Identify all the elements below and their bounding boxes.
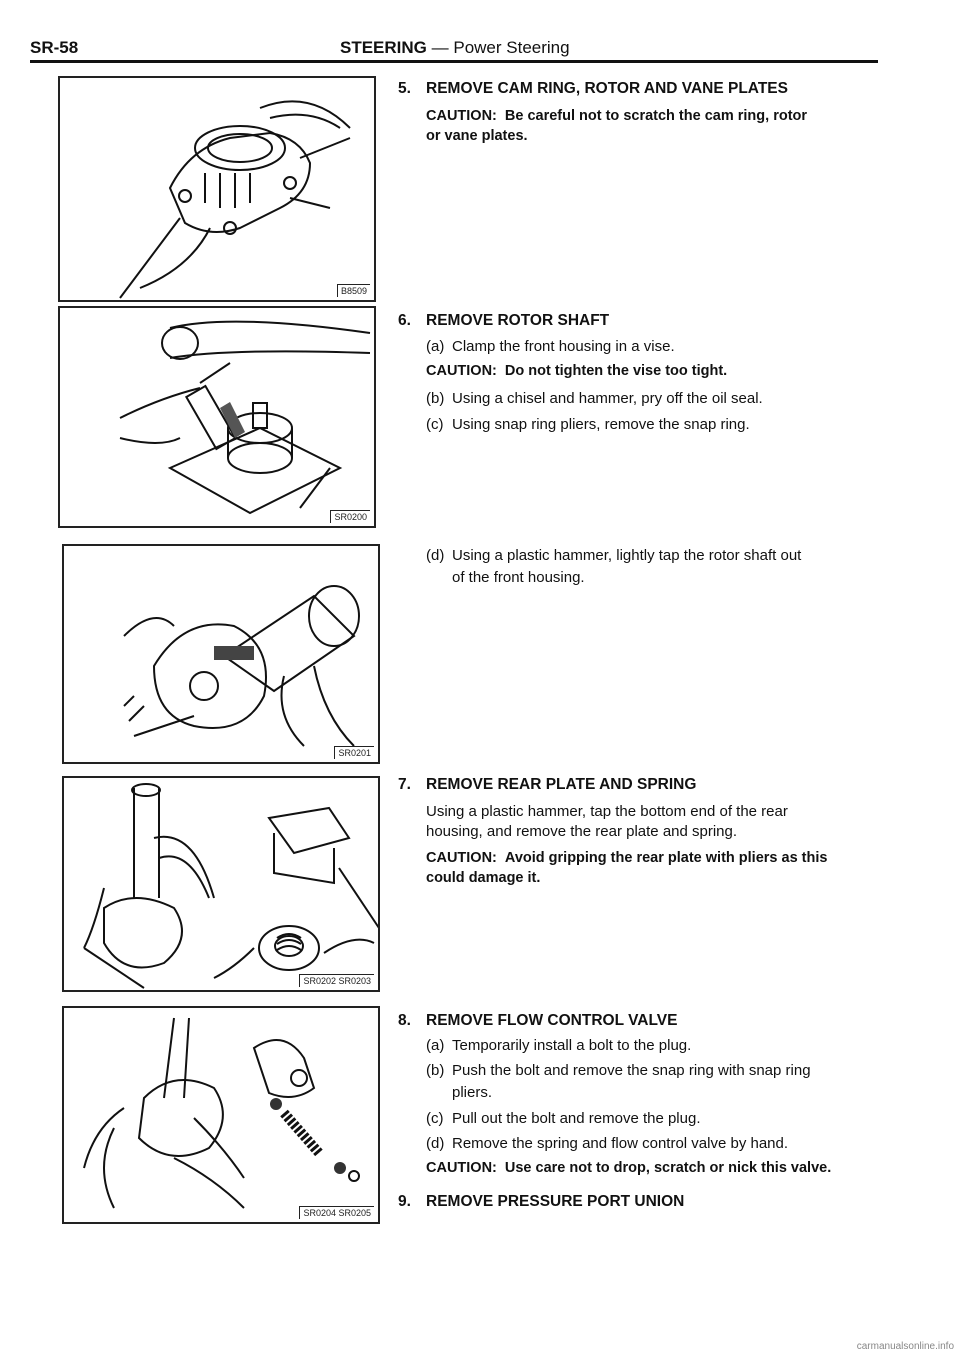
step-title: REMOVE FLOW CONTROL VALVE (426, 1012, 678, 1029)
sub-label: (d) (426, 1135, 445, 1152)
figure-flow-control-valve-illustration (64, 1008, 378, 1222)
step-title: REMOVE CAM RING, ROTOR AND VANE PLATES (426, 80, 788, 97)
page-number: SR-58 (30, 38, 79, 57)
sub-text: Temporarily install a bolt to the plug. (452, 1037, 692, 1054)
sub-text: Using snap ring pliers, remove the snap ring. (452, 416, 750, 433)
step-6d (426, 547, 801, 564)
step-7-heading (398, 776, 696, 794)
figure-rear-plate-illustration (64, 778, 378, 990)
subsection-name: — Power Steering (431, 38, 570, 57)
figure-code: SR0202 SR0203 (299, 974, 374, 987)
caution-text: Do not tighten the vise too tight. (504, 363, 728, 379)
figure-rear-plate (62, 776, 380, 992)
step-8b (426, 1062, 811, 1079)
caution-label: CAUTION: (426, 850, 497, 866)
step-5-caution-cont: or vane plates. (426, 128, 528, 144)
sub-text: Pull out the bolt and remove the plug. (452, 1110, 701, 1127)
sub-text: Using a chisel and hammer, pry off the oil seal. (452, 390, 763, 407)
sub-label: (b) (426, 1062, 445, 1079)
sub-text: Using a plastic hammer, lightly tap the rotor shaft out (452, 547, 802, 564)
caution-text: Be careful not to scratch the cam ring, rotor (504, 108, 808, 124)
figure-rotor-shaft-seal-illustration (60, 308, 374, 526)
step-number: 5. (398, 80, 411, 97)
caution-text: Use care not to drop, scratch or nick this valve. (504, 1160, 832, 1176)
step-number: 6. (398, 312, 411, 329)
figure-code: SR0201 (334, 746, 374, 759)
step-8d (426, 1135, 788, 1152)
step-5-heading (398, 80, 788, 98)
step-5-caution (426, 108, 807, 124)
step-title: REMOVE REAR PLATE AND SPRING (426, 776, 697, 793)
figure-rotor-shaft-seal (58, 306, 376, 528)
section-title (340, 38, 570, 58)
step-title: REMOVE PRESSURE PORT UNION (426, 1193, 685, 1210)
figure-code: B8509 (337, 284, 370, 297)
sub-text: Remove the spring and flow control valve by hand. (452, 1135, 789, 1152)
step-7-caution-cont: could damage it. (426, 870, 541, 886)
step-7-para-line1: Using a plastic hammer, tap the bottom end of the rear (426, 803, 788, 820)
figure-cam-ring (58, 76, 376, 302)
step-8a (426, 1037, 691, 1054)
watermark: carmanualsonline.info (856, 1341, 954, 1352)
figure-rotor-tap-illustration (64, 546, 378, 762)
step-title: REMOVE ROTOR SHAFT (426, 312, 610, 329)
step-8-caution (426, 1160, 831, 1176)
sub-text: Clamp the front housing in a vise. (452, 338, 675, 355)
figure-code: SR0200 (330, 510, 370, 523)
sub-label: (c) (426, 1110, 444, 1127)
section-name: STEERING (340, 38, 427, 57)
step-6-caution (426, 363, 727, 379)
step-8b-cont: pliers. (452, 1084, 493, 1101)
step-6-heading (398, 312, 609, 330)
step-7-caution (426, 850, 827, 866)
caution-label: CAUTION: (426, 1160, 497, 1176)
sub-label: (c) (426, 416, 444, 433)
caution-text: Avoid gripping the rear plate with pliers as this (504, 850, 828, 866)
step-8c (426, 1110, 701, 1127)
step-7-para-line2: housing, and remove the rear plate and spring. (426, 823, 738, 840)
sub-label: (b) (426, 390, 445, 407)
step-6d-cont: of the front housing. (452, 569, 585, 586)
step-6a (426, 338, 675, 355)
figure-cam-ring-illustration (60, 78, 374, 300)
step-9-heading (398, 1193, 684, 1211)
sub-text: Push the bolt and remove the snap ring with snap ring (452, 1062, 811, 1079)
caution-label: CAUTION: (426, 363, 497, 379)
step-8-heading (398, 1012, 677, 1030)
header-rule (30, 60, 878, 63)
figure-code: SR0204 SR0205 (299, 1206, 374, 1219)
sub-label: (d) (426, 547, 445, 564)
caution-label: CAUTION: (426, 108, 497, 124)
sub-label: (a) (426, 1037, 445, 1054)
step-6b (426, 390, 763, 407)
sub-label: (a) (426, 338, 445, 355)
figure-flow-control-valve (62, 1006, 380, 1224)
step-number: 9. (398, 1193, 411, 1210)
step-number: 7. (398, 776, 411, 793)
step-number: 8. (398, 1012, 411, 1029)
step-6c (426, 416, 750, 433)
figure-rotor-tap (62, 544, 380, 764)
